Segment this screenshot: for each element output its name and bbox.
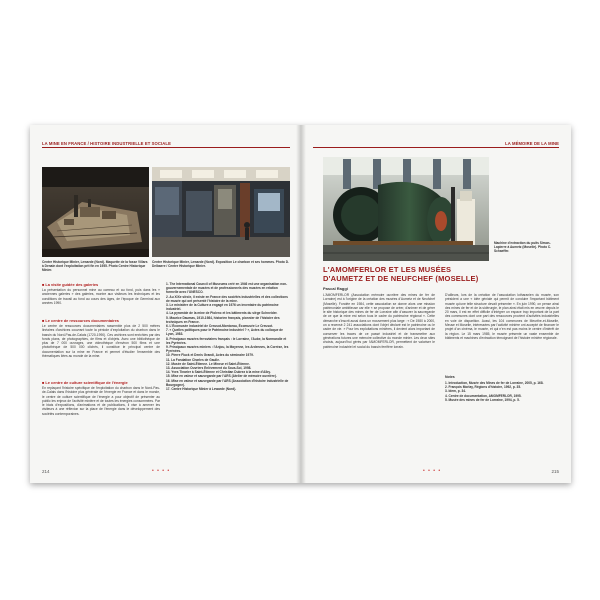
article-column-1: L'AMOMFERLOR (Association mémoire ouvrière des mines de fer de Lorraine) est à l'origine de la création des musées d'Aumetz et de Neufchef (Moselle). Fondée en 1984, cette association se donne alors une mission patrimoniale ambitieuse car elle « se propose de créer, d'animer et de gérer le site historique des mines de fer de Lorraine afin d'assurer la sauvegarde de ce que la mine est selon tous le cadre du patrimoine régional ». Cette démarche s'inscrit aussi dans un mouvement plus large : « De 1980 à 2000, on a recensé 2 241 associations dont l'objet déclaré est le patrimoine ou le cadre de vie. » Pour les exploitations minières, il devient alors important de conserver les traces de ce passé industriel et de transmettre aux générations futures une mémoire collective du monde minier. Les deux sites choisis, aujourd'hui gérés par l'AMOMFERLOR, permettent de valoriser le patrimoine industriel et social du bassin ferrifère lorrain. — [323, 293, 435, 349]
note: 10. Pierre Fluck et Denis Grandi, Actes du séminaire 1979. — [166, 353, 254, 358]
left-page — [30, 125, 300, 483]
right-running-head: LA MÉMOIRE DE LA MINE — [505, 141, 559, 146]
right-notes — [445, 381, 559, 402]
author: Pascal Raggi — [323, 286, 348, 291]
note: 1. The International Council of Museums créé en 1946 est une organisation non-gouvernementale de musées et de professionnels des musées en relation formelle avec l'UNESCO. — [166, 282, 288, 295]
note: 13. Association Ouvriers Enlèvement du Sous-Sol, 1998. — [166, 366, 252, 371]
note: 3. Le ministère de la Culture a engagé en 1976 un inventaire du patrimoine industriel. — [166, 303, 279, 312]
note: 4. La pyramide de la mine de Piolenc et les bâtiments du siège Schneider. — [166, 311, 278, 316]
section-text-energy: En replaçant l'histoire spécifique de l'exploitation du charbon dans le Nord-Pas-de-Calais dans l'histoire plus générale de l'énergie en France et dans le monde, le centre de culture scientifique de l'énergie a pour objectif de présenter au public les enjeux de l'activité minière et de toutes les énergies consommées. Par le biais d'expositions, d'animations et de publications, il vise à amener les visiteurs à une réflexion sur la place de l'énergie dans le développement des sociétés contemporaines. — [42, 386, 160, 416]
section-text-documentation: Le centre de ressources documentaires rassemble plus de 2 500 mètres linéaires d'archives couvrant toute la période d'exploitation du charbon dans le bassin du Nord-Pas-de-Calais (1720-1990). Ces archives sont enrichies par des fonds plans, de photographies, de films et d'objets. Avec une bibliothèque de plus de 7 000 ouvrages, une videothèque d'environ 500 films et une photothèque de 500 000 clichés, il constitue le principal centre de documentation sur la mine en France et permet d'étudier l'ensemble des thématiques liées au monde de la mine. — [42, 324, 160, 359]
note: 8. Principaux musées ferroviaires français : le Lorraine, l'Aube, la Normandie et les Pyrénées. — [166, 336, 287, 345]
right-header-rule — [313, 147, 559, 148]
note: 2. Au XIXe siècle, il existe en France des sociétés industrielles et des collections de musée qui ont présenté l'histoire de la mine. — [166, 294, 288, 303]
title-line-1: L'AMOMFERLOR ET LES MUSÉES — [323, 265, 452, 274]
section-heading-energy: ■ Le centre de culture scientifique de l'énergie — [42, 380, 128, 385]
mine-model-photo — [42, 167, 149, 257]
mine-model-caption: Centre Historique Minier, Lewarde (Nord). Maquette de la fosse Villars à Denain dont l'exploitation prit fin en 1955. Photo Centre Historique Minier. — [42, 260, 148, 273]
left-notes — [166, 282, 290, 391]
exhibition-caption: Centre Historique Minier, Lewarde (Nord). Exposition Le charbon et ses hommes. Photo D. Delbaere / Centre Historique Minier. — [152, 260, 289, 269]
right-page — [301, 125, 571, 483]
section-heading-guided-visit: ■ La visite guidée des galeries — [42, 282, 99, 287]
left-running-head: LA MINE EN FRANCE / HISTOIRE INDUSTRIELLE ET SOCIALE — [42, 141, 171, 146]
book-spread — [30, 125, 571, 483]
section-heading-documentation: ■ Le centre de ressources documentaires — [42, 318, 119, 323]
book-gutter — [296, 125, 306, 483]
machine-photo — [323, 157, 489, 261]
left-header-rule — [42, 147, 290, 148]
note: 12. Musée de Saint-Étienne. Le Mineur et Saint-Étienne. — [166, 361, 250, 366]
right-page-number: 215 — [551, 469, 559, 474]
note: 9. Principaux musées miniers : l'Anjou, la Mayenne, les Ardennes, la Corrèze, les Pyrénées. — [166, 345, 289, 354]
note: 6. L'Écomusée industriel de Creusot-Montceau, Écomusée Le Creusot. — [166, 324, 274, 329]
title-line-2: D'AUMETZ ET DE NEUFCHEF (MOSELLE) — [323, 273, 479, 283]
note: 3. Idem, p. 34. — [445, 389, 466, 394]
note: 14. Yves Tinarier à Saint-Étienne et Christian Dubrez à la mine d'Alby. — [166, 370, 271, 375]
note: 5. Musée des mines de fer de Lorraine, 1994, p. 5. — [445, 397, 520, 402]
note: 2. François Morlay, Régions d'histoire, 1992, p. 35. — [445, 385, 521, 390]
note: 15. Mise en valeur et sauvegarde par l'ARS (Atelier de mémoire ouvrière). — [166, 374, 277, 379]
note: 7. « Quelles politiques pour le Patrimoine industriel ? », Actes du colloque de Lyon, 1983. — [166, 328, 283, 337]
note: 1. Introduction, Musée des Mines de fer de Lorraine, 2005, p. 168. — [445, 381, 544, 385]
notes-title: Notes — [445, 375, 455, 379]
right-ornament: • • • • — [423, 468, 442, 474]
note: 17. Centre Historique Minier à Lewarde (Nord). — [166, 387, 237, 392]
left-page-number: 214 — [42, 469, 50, 474]
article-column-2: D'ailleurs, lors de la création de l'association lotharanien du musée, son président a une « idée géniale qui permit de conduire l'important bâtiment musée qu'une telle structure devait présenter ». En juin 1990, on pense ainsi des mines de fer et de la sidérurgie, le plan ainsi était mis en œuvre depuis le 20 mars, il est en effet difficile d'intégrer un espace trop important de la part des communes dont une part des ressources provient d'activités industrielles en voie de disparition. Aussi, les 104 communes de Meurthe-et-Moselle, Meuse et Moselle, intéressées par l'activité minière ont accepté de financer le projet d'un cinéma, le musée, et qui n'en est pas moins le centre d'intérêt de la région. Le 15 mars 1985, le musée présente un vaste ensemble de bâtiments et machines d'extraction témoignant de l'histoire minière régionale. — [445, 293, 559, 340]
article-title — [323, 266, 559, 283]
note: 4. Centre de documentation, AMOMFERLOR, 1995. — [445, 393, 522, 398]
exhibition-photo — [152, 167, 290, 257]
section-text-guided-visit: La présentation du personnel mine au carreau et au fond, puis dans les « anciennes galeries » des galeries, montre aux visiteurs les techniques et les conditions de travail au fond au cours des âges, de l'époque de Germinal aux années 1990. — [42, 288, 160, 305]
machine-photo-caption: Machine d'extraction du puits Simon-Lapierre à Aumetz (Moselle). Photo C. Schaeffer. — [494, 241, 552, 254]
note: 5. Maurice Daumas, 1910-1984, historien français, pionnier de l'histoire des techniques en France. — [166, 315, 280, 324]
left-ornament: • • • • — [152, 468, 171, 474]
note: 16. Mise en valeur et sauvegarde par l'ARS (Association d'histoire industrielle de Bourgogne). — [166, 378, 289, 387]
note: 11. La Fondation Charles de Gaulle. — [166, 357, 220, 362]
